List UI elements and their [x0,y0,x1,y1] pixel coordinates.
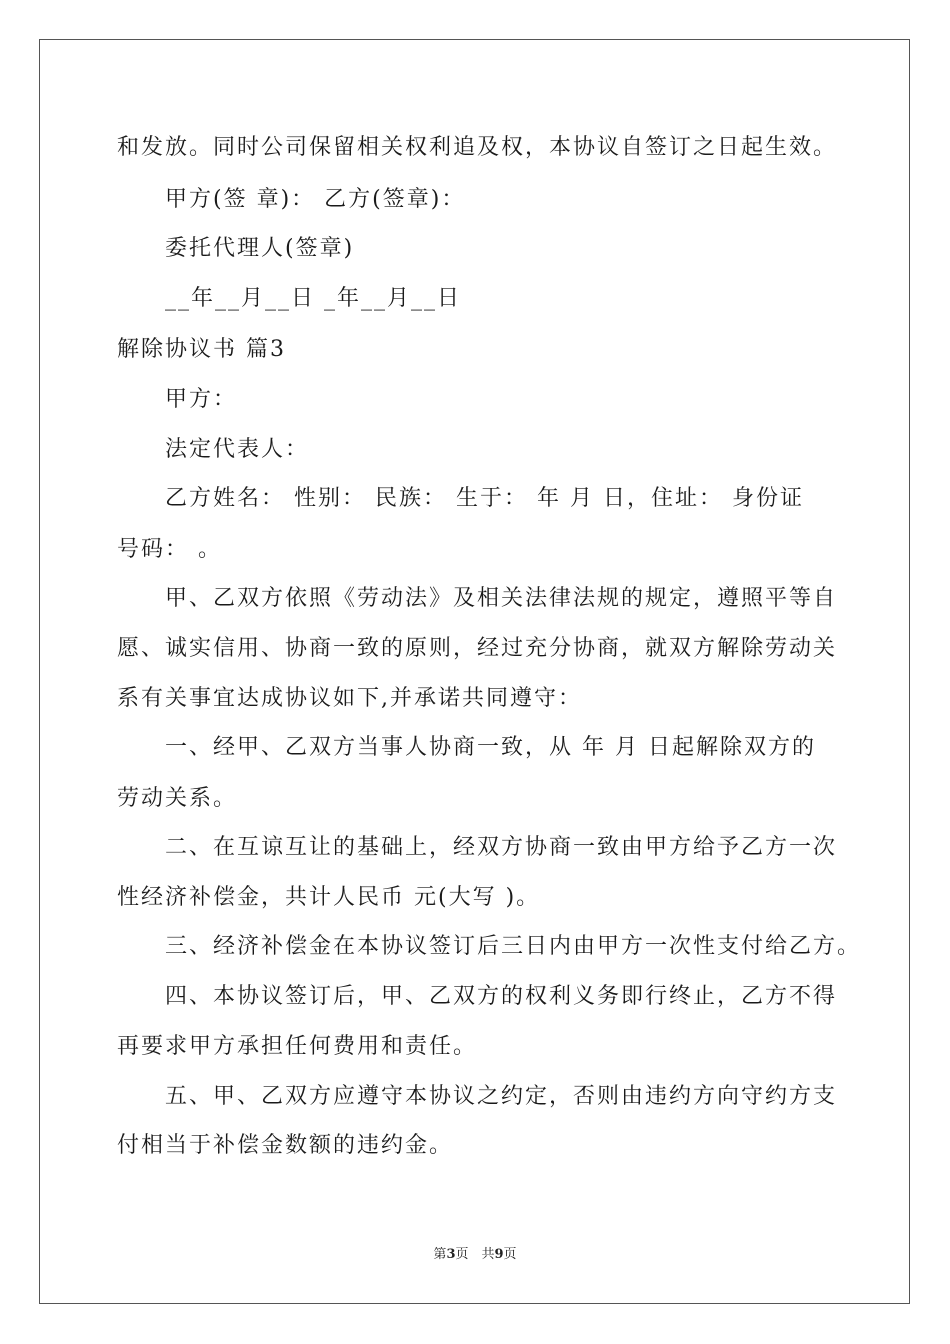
page-border [39,39,910,1304]
total-page-number: 9 [494,1247,504,1262]
party-b-details-line: 乙方姓名： 性别： 民族： 生于： 年 月 日，住址： 身份证 [165,486,804,511]
page-label-mid: 页 共 [455,1247,495,1262]
legal-representative-line: 法定代表人： [165,437,310,462]
clause-5-line: 五、甲、乙双方应遵守本协议之约定，否则由违约方向守约方支 [165,1084,838,1109]
paragraph-line: 和发放。同时公司保留相关权利追及权，本协议自签订之日起生效。 [117,135,838,160]
clause-3-line: 三、经济补偿金在本协议签订后三日内由甲方一次性支付给乙方。 [165,934,862,959]
paragraph-line: 甲、乙双方依照《劳动法》及相关法律法规的规定，遵照平等自 [165,586,838,611]
paragraph-line: 劳动关系。 [117,786,238,811]
date-line: __年__月__日 _年__月__日 [165,286,461,311]
paragraph-line: 付相当于补偿金数额的违约金。 [117,1133,454,1158]
paragraph-line: 号码： 。 [117,537,222,562]
signature-line: 甲方(签 章)： 乙方(签章)： [165,187,466,212]
party-a-line: 甲方： [165,387,238,412]
paragraph-line: 性经济补偿金，共计人民币 元(大写 )。 [117,885,541,910]
clause-1-line: 一、经甲、乙双方当事人协商一致，从 年 月 日起解除双方的 [165,735,816,760]
page-number-footer [0,1247,950,1263]
paragraph-line: 再要求甲方承担任何费用和责任。 [117,1034,478,1059]
page-label-suffix: 页 [503,1247,517,1262]
clause-4-line: 四、本协议签订后，甲、乙双方的权利义务即行终止，乙方不得 [165,984,838,1009]
current-page-number: 3 [446,1247,456,1262]
clause-2-line: 二、在互谅互让的基础上，经双方协商一致由甲方给予乙方一次 [165,835,838,860]
page-label-prefix: 第 [433,1247,447,1262]
section-heading: 解除协议书 篇3 [117,337,286,362]
agent-signature-line: 委托代理人(签章) [165,236,355,261]
paragraph-line: 系有关事宜达成协议如下,并承诺共同遵守： [117,686,582,711]
paragraph-line: 愿、诚实信用、协商一致的原则，经过充分协商，就双方解除劳动关 [117,636,838,661]
